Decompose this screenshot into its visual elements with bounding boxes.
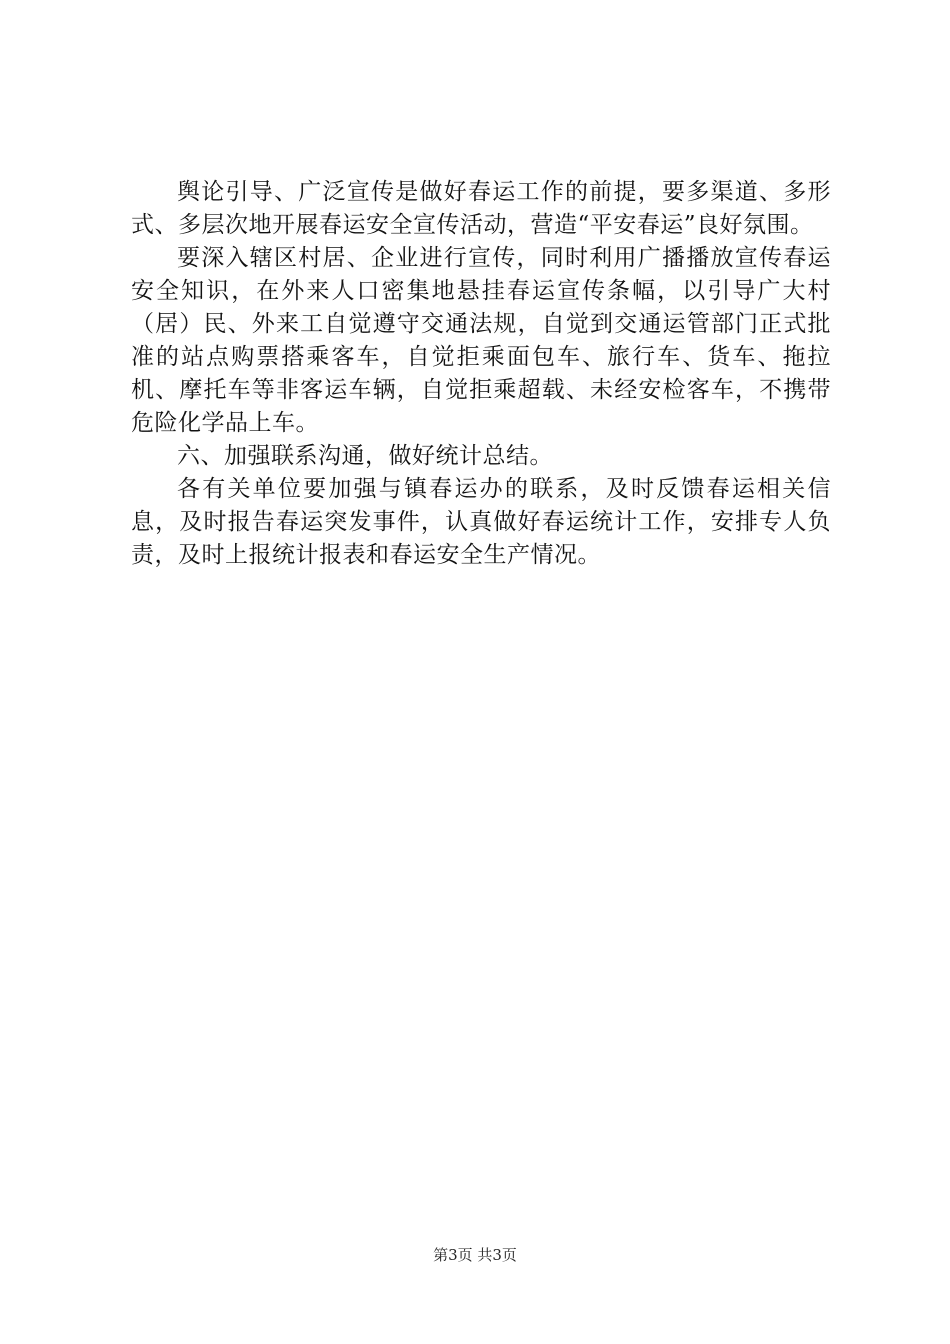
paragraph-publicity-detail: 要深入辖区村居、企业进行宣传，同时利用广播播放宣传春运安全知识，在外来人口密集地悬挂春运宣传条幅，以引导广大村（居）民、外来工自觉遵守交通法规，自觉到交通运管部门正式批准的站点购票搭乘客车，自觉拒乘面包车、旅行车、货车、拖拉机、摩托车等非客运车辆，自觉拒乘超载、未经安检客车，不携带危险化学品上车。 — [131, 245, 831, 436]
page-number-footer: 第3页 共3页 — [433, 1246, 517, 1264]
document-body — [131, 176, 831, 572]
paragraph-communication: 各有关单位要加强与镇春运办的联系，及时反馈春运相关信息，及时报告春运突发事件，认真做好春运统计工作，安排专人负责，及时上报统计报表和春运安全生产情况。 — [131, 476, 831, 568]
paragraph-publicity-intro: 舆论引导、广泛宣传是做好春运工作的前提，要多渠道、多形式、多层次地开展春运安全宣传活动，营造“平安春运”良好氛围。 — [131, 179, 831, 238]
section-heading-six: 六、加强联系沟通，做好统计总结。 — [177, 443, 553, 469]
